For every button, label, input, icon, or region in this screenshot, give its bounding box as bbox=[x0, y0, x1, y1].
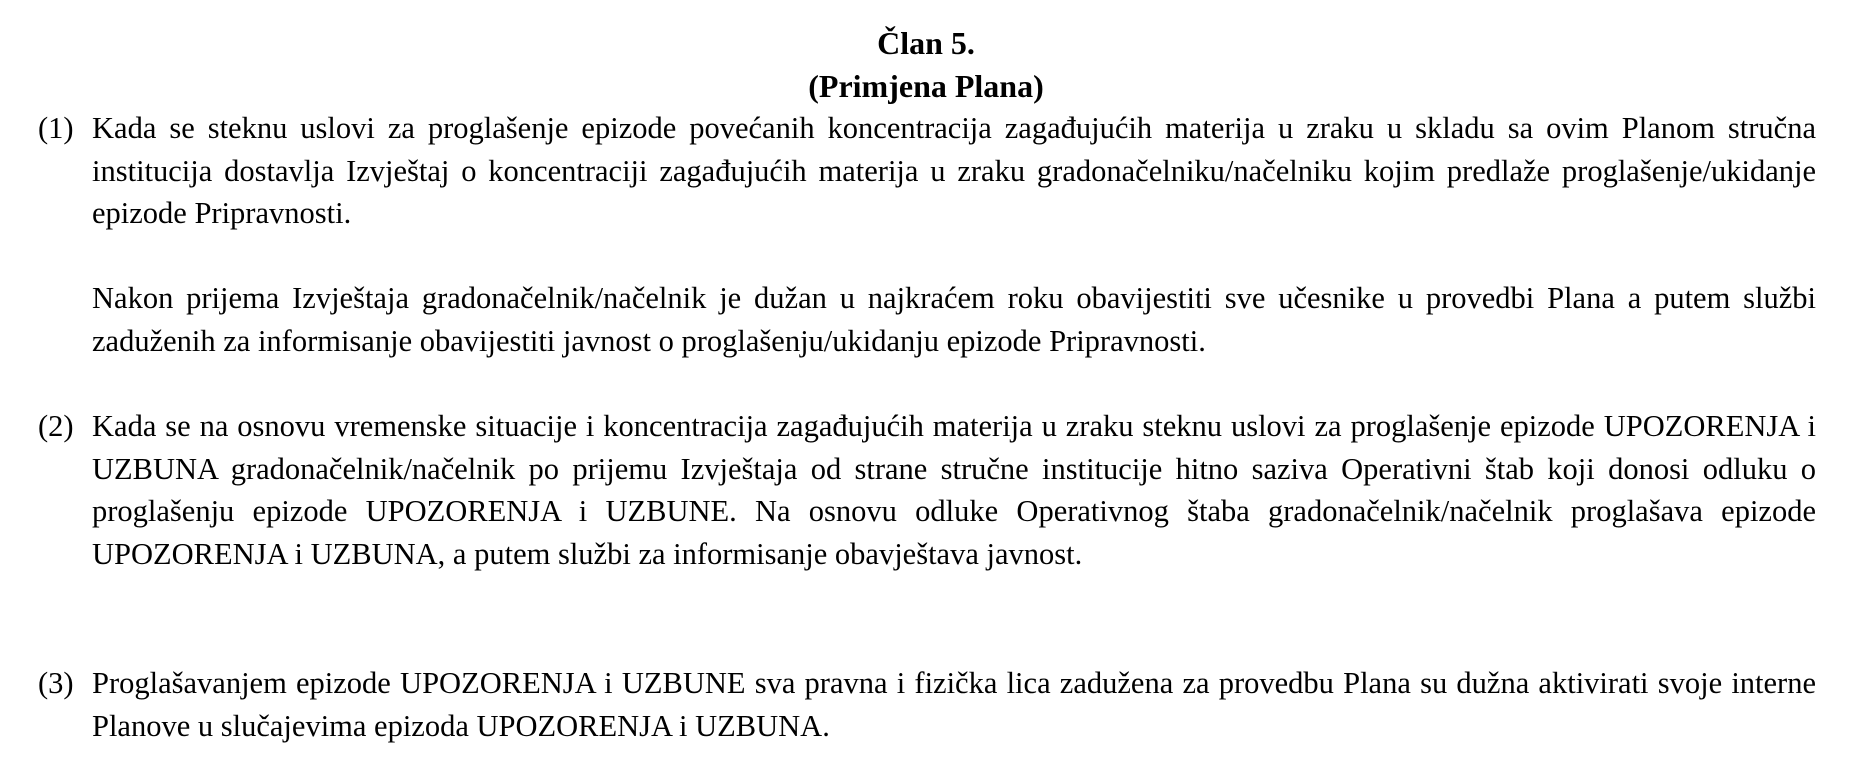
paragraph-number: (3) bbox=[38, 666, 74, 700]
paragraph-1 bbox=[38, 107, 1816, 362]
article-subtitle: (Primjena Plana) bbox=[808, 68, 1044, 104]
paragraph-text: Kada se na osnovu vremenske situacije i koncentracija zagađujućih materija u zraku steknu uslovi za proglašenje epizode UPOZORENJA i UZBUNA gradonačelnik/načelnik po prijemu Izvještaja od strane stručne institucije hitno saziva Operativni štab koji donosi odluku o proglašenju epizode UPOZORENJA i UZBUNE. Na osnovu odluke Operativnog štaba gradonačelnik/načelnik proglašava epizode UPOZORENJA i UZBUNA, a putem službi za informisanje obavještava javnost. bbox=[92, 409, 1816, 571]
paragraph-text: Proglašavanjem epizode UPOZORENJA i UZBUNE sva pravna i fizička lica zadužena za provedbu Plana su dužna aktivirati svoje interne Planove u slučajevima epizoda UPOZORENJA i UZBUNA. bbox=[92, 666, 1816, 743]
paragraph-number: (2) bbox=[38, 409, 74, 443]
paragraph-text: Nakon prijema Izvještaja gradonačelnik/načelnik je dužan u najkraćem roku obavijestiti sve učesnike u provedbi Plana a putem službi zaduženih za informisanje obavijestiti javnost o proglašenju/ukidanju epizode Pripravnosti. bbox=[92, 281, 1816, 358]
paragraph-text: Kada se steknu uslovi za proglašenje epizode povećanih koncentracija zagađujućih materija u zraku u skladu sa ovim Planom stručna institucija dostavlja Izvještaj o koncentraciji zagađujućih materija u zraku gradonačelniku/načelniku kojim predlaže proglašenje/ukidanje epizode Pripravnosti. bbox=[92, 111, 1816, 230]
paragraph-body bbox=[92, 662, 1816, 747]
article-title: Član 5. bbox=[877, 25, 975, 61]
paragraph-3 bbox=[38, 662, 1816, 747]
paragraph-2 bbox=[38, 405, 1816, 575]
paragraph-body bbox=[92, 405, 1816, 575]
paragraph-body bbox=[92, 107, 1816, 362]
paragraph-number: (1) bbox=[38, 111, 74, 145]
article-header bbox=[0, 22, 1852, 108]
